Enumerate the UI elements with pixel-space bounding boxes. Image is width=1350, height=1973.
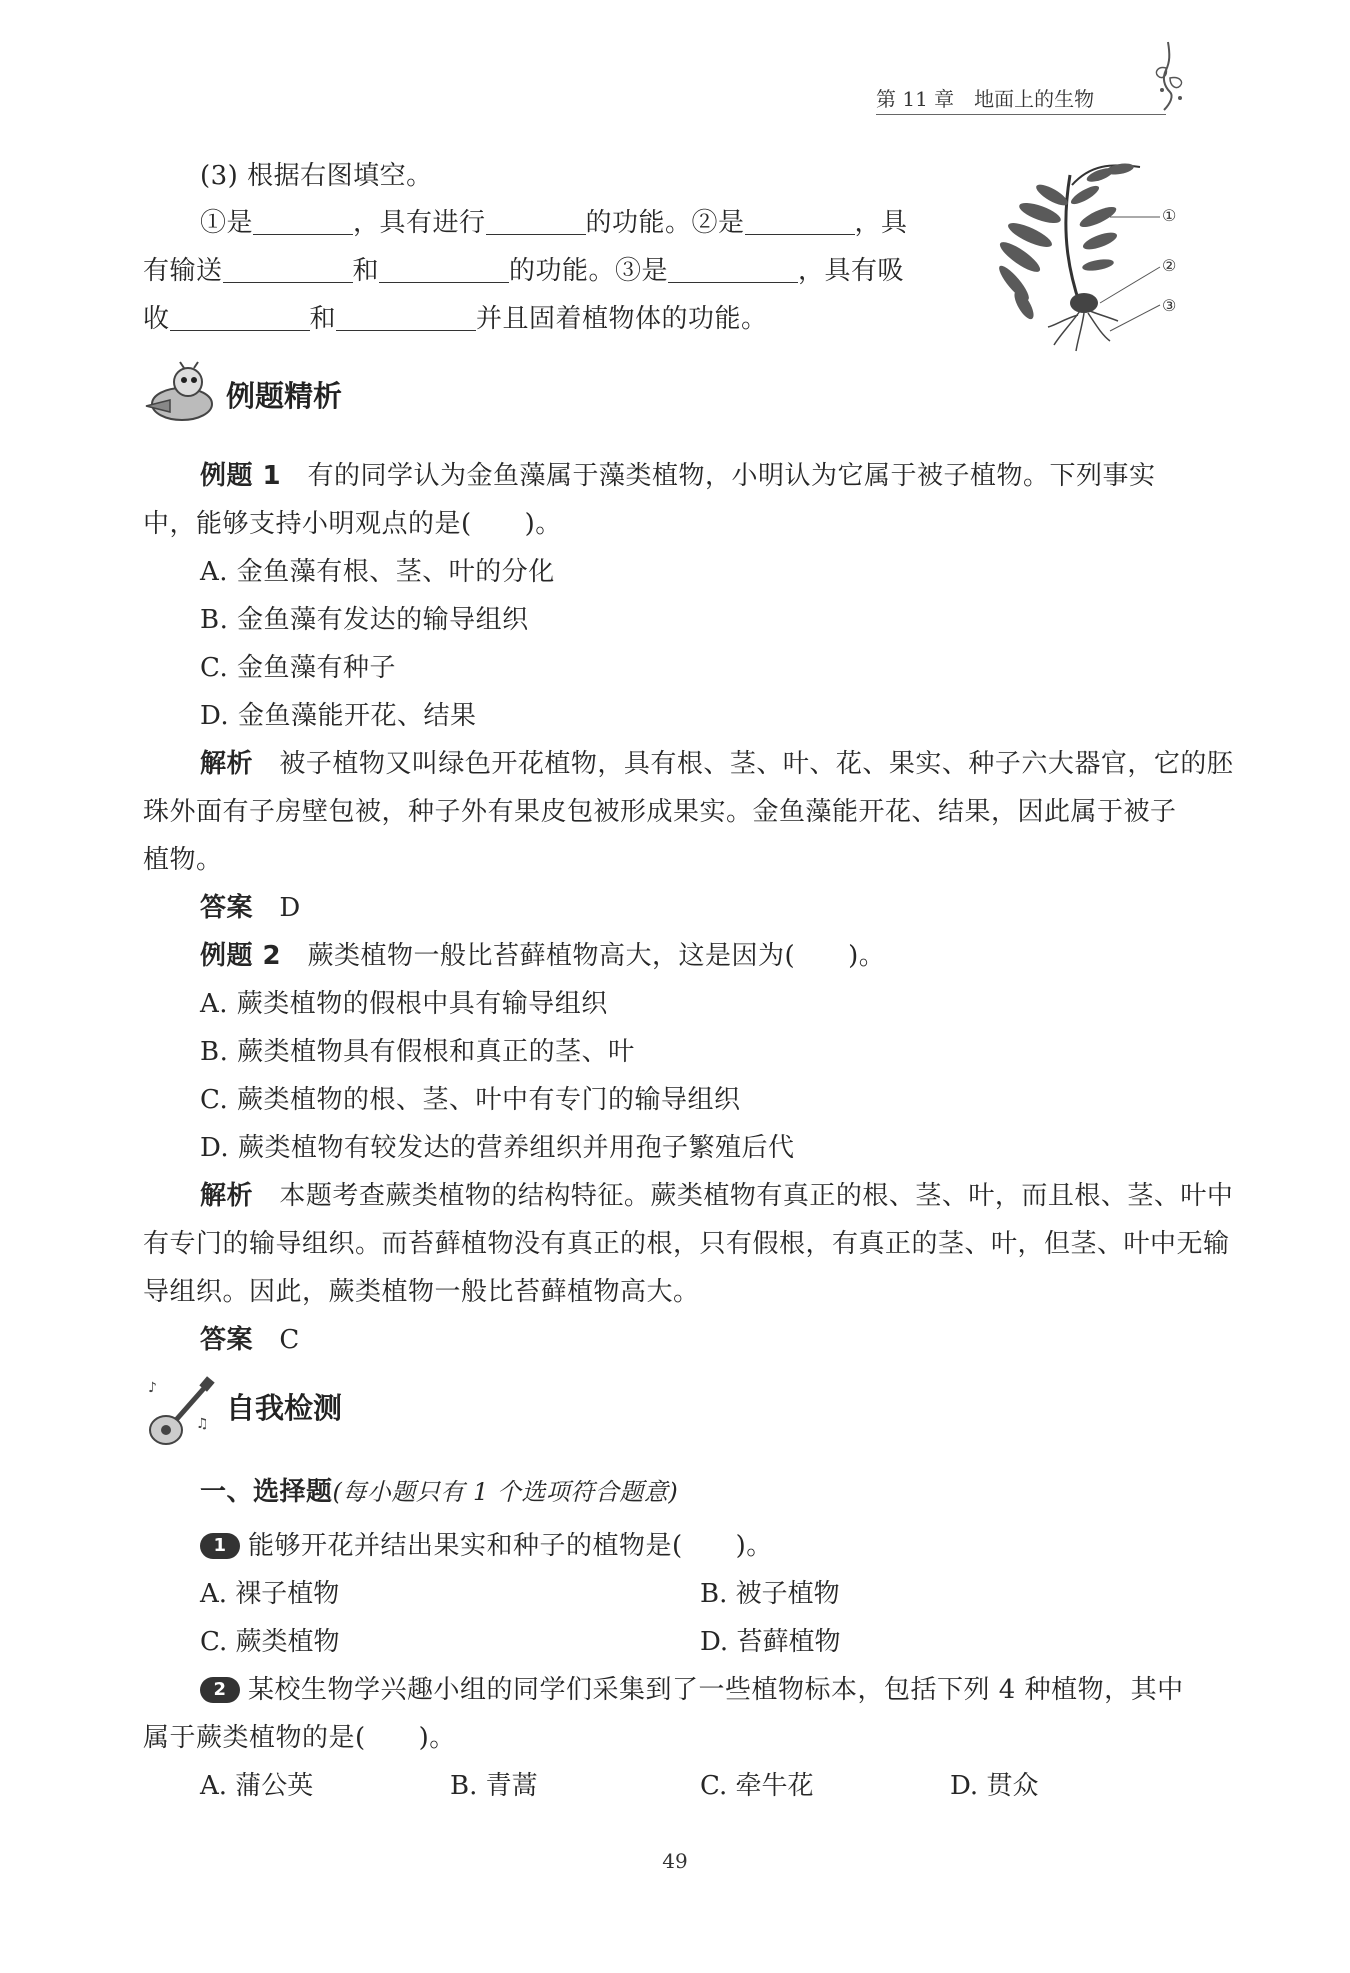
example1-option-b: B. 金鱼藻有发达的输导组织 xyxy=(200,605,529,635)
example1-question-cont: 中，能够支持小明观点的是( )。 xyxy=(143,509,562,539)
guitar-mascot-icon xyxy=(140,1372,220,1452)
blank-8[interactable] xyxy=(336,304,476,331)
section-title-examples: 例题精析 xyxy=(226,379,343,413)
part1-heading xyxy=(200,1474,678,1510)
bee-mascot-icon xyxy=(140,360,220,430)
figure-label-1: ① xyxy=(1162,206,1177,225)
blank-7[interactable] xyxy=(170,304,310,331)
example2-option-a: A. 蕨类植物的假根中具有输导组织 xyxy=(200,989,608,1019)
example2-option-d: D. 蕨类植物有较发达的营养组织并用孢子繁殖后代 xyxy=(200,1133,795,1163)
q2-number-badge: 2 xyxy=(200,1677,240,1703)
q1-number-badge: 1 xyxy=(200,1533,240,1559)
example1-answer xyxy=(200,890,301,926)
q1-option-d[interactable]: D. 苔藓植物 xyxy=(700,1627,841,1657)
blank-1[interactable] xyxy=(253,208,353,235)
example1-option-c: C. 金鱼藻有种子 xyxy=(200,653,396,683)
q2-option-b[interactable]: B. 青蒿 xyxy=(450,1771,538,1801)
example2-option-b: B. 蕨类植物具有假根和真正的茎、叶 xyxy=(200,1037,635,1067)
q1-option-b[interactable]: B. 被子植物 xyxy=(700,1579,840,1609)
blank-5[interactable] xyxy=(379,256,509,283)
section-title-self-test: 自我检测 xyxy=(226,1391,343,1425)
q2-stem-cont: 属于蕨类植物的是( )。 xyxy=(143,1723,456,1753)
q2-option-c[interactable]: C. 牵牛花 xyxy=(700,1771,814,1801)
example1-answer-label: 答案 xyxy=(200,893,254,923)
example1-option-d: D. 金鱼藻能开花、结果 xyxy=(200,701,477,731)
example1-analysis-cont-1: 珠外面有子房壁包被，种子外有果皮包被形成果实。金鱼藻能开花、结果，因此属于被子 xyxy=(143,797,1177,827)
q1-option-a[interactable]: A. 裸子植物 xyxy=(200,1579,340,1609)
blank-6[interactable] xyxy=(668,256,798,283)
fill-question-line-3: 有输送 和 的功能。③是 ，具有吸 xyxy=(143,256,905,286)
fill-question-title: (3) 根据右图填空。 xyxy=(200,161,433,191)
q1-option-c[interactable]: C. 蕨类植物 xyxy=(200,1627,340,1657)
example2-answer-value: C xyxy=(279,1325,300,1355)
example1-label: 例题 1 xyxy=(200,461,282,491)
fill-question-line-4: 收 和 并且固着植物体的功能。 xyxy=(143,304,768,334)
example2-answer xyxy=(200,1322,300,1358)
part1-title: 一、选择题 xyxy=(200,1477,333,1507)
q1-stem: 1 能够开花并结出果实和种子的植物是( )。 xyxy=(200,1528,773,1564)
example2-analysis-cont-2: 导组织。因此，蕨类植物一般比苔藓植物高大。 xyxy=(143,1277,700,1307)
example2-analysis-cont-1: 有专门的输导组织。而苔藓植物没有真正的根，只有假根，有真正的茎、叶，但茎、叶中无输 xyxy=(143,1229,1230,1259)
q2-option-d[interactable]: D. 贯众 xyxy=(950,1771,1039,1801)
example2-option-c: C. 蕨类植物的根、茎、叶中有专门的输导组织 xyxy=(200,1085,741,1115)
part1-note: (每小题只有 1 个选项符合题意) xyxy=(332,1478,679,1506)
example2-analysis-label: 解析 xyxy=(200,1181,254,1211)
header-rule xyxy=(876,114,1166,115)
chapter-header: 第 11 章 地面上的生物 xyxy=(876,87,1095,111)
blank-2[interactable] xyxy=(486,208,586,235)
svg-text:♫: ♫ xyxy=(196,1416,209,1432)
example1-question: 例题 1 有的同学认为金鱼藻属于藻类植物，小明认为它属于被子植物。下列事实 xyxy=(200,461,1156,491)
example2-label: 例题 2 xyxy=(200,941,282,971)
example1-analysis: 解析 被子植物又叫绿色开花植物，具有根、茎、叶、花、果实、种子六大器官，它的胚 xyxy=(200,749,1234,779)
example1-analysis-label: 解析 xyxy=(200,749,254,779)
example1-option-a: A. 金鱼藻有根、茎、叶的分化 xyxy=(200,557,555,587)
fern-plant-figure xyxy=(960,155,1210,355)
header-ornament-icon xyxy=(1140,38,1196,122)
example1-analysis-cont-2: 植物。 xyxy=(143,845,223,875)
q2-option-a[interactable]: A. 蒲公英 xyxy=(200,1771,314,1801)
page-number: 49 xyxy=(662,1849,688,1873)
fill-question-line-2: ①是 ，具有进行 的功能。②是 ，具 xyxy=(200,208,908,238)
example2-analysis: 解析 本题考查蕨类植物的结构特征。蕨类植物有真正的根、茎、叶，而且根、茎、叶中 xyxy=(200,1181,1234,1211)
blank-4[interactable] xyxy=(223,256,353,283)
example2-answer-label: 答案 xyxy=(200,1325,254,1355)
example1-answer-value: D xyxy=(279,893,301,923)
q2-stem: 2 某校生物学兴趣小组的同学们采集到了一些植物标本，包括下列 4 种植物，其中 xyxy=(200,1672,1184,1708)
figure-label-2: ② xyxy=(1162,256,1177,275)
blank-3[interactable] xyxy=(745,208,855,235)
svg-text:♪: ♪ xyxy=(148,1380,157,1396)
figure-label-3: ③ xyxy=(1162,296,1177,315)
example2-question: 例题 2 蕨类植物一般比苔藓植物高大，这是因为( )。 xyxy=(200,941,886,971)
